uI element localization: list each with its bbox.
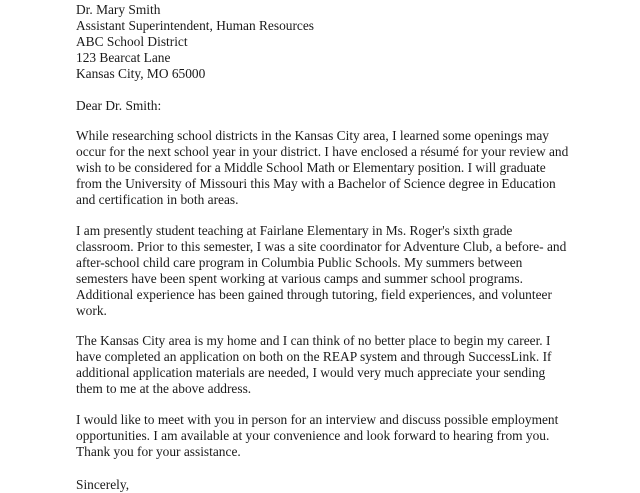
recipient-street: 123 Bearcat Lane [76,49,171,65]
paragraph-line: wish to be considered for a Middle School Math or Elementary position. I will graduate [76,160,546,176]
paragraph-line: Thank you for your assistance. [76,443,241,459]
paragraph-line: additional application materials are needed, I would very much appreciate your sending [76,365,546,381]
paragraph-line: occur for the next school year in your district. I have enclosed a résumé for your review and [76,144,569,160]
paragraph-line: I would like to meet with you in person for an interview and discuss possible employment [76,412,559,428]
closing: Sincerely, [76,476,130,492]
paragraph-line: semesters have been spent working at various camps and summer school programs. [76,270,523,286]
salutation: Dear Dr. Smith: [76,97,162,113]
paragraph-line: I am presently student teaching at Fairlane Elementary in Ms. Roger's sixth grade [76,222,513,238]
paragraph-line: have completed an application on both on the REAP system and through SuccessLink. If [76,349,552,365]
recipient-address [76,2,632,82]
paragraph-line: While researching school districts in the Kansas City area, I learned some openings may [76,128,549,144]
paragraph-intro [76,128,632,208]
paragraph-line: after-school child care program in Columbia Public Schools. My summers between [76,254,523,270]
paragraph-line: them to me at the above address. [76,381,252,397]
paragraph-experience [76,223,632,318]
paragraph-closing-request [76,412,632,460]
paragraph-line: classroom. Prior to this semester, I was a site coordinator for Adventure Club, a before- and [76,238,567,254]
paragraph-line: The Kansas City area is my home and I can think of no better place to begin my career. I [76,333,551,349]
recipient-name: Dr. Mary Smith [76,2,161,17]
paragraph-line: Additional experience has been gained through tutoring, field experiences, and volunteer [76,286,552,302]
paragraph-line: and certification in both areas. [76,192,239,208]
paragraph-application [76,333,632,397]
paragraph-line: from the University of Missouri this May with a Bachelor of Science degree in Education [76,176,556,192]
recipient-city-state-zip: Kansas City, MO 65000 [76,65,206,81]
recipient-organization: ABC School District [76,33,188,49]
paragraph-line: opportunities. I am available at your convenience and look forward to hearing from you. [76,427,550,443]
paragraph-line: work. [76,302,107,318]
cover-letter [76,2,632,493]
recipient-title: Assistant Superintendent, Human Resources [76,17,315,33]
